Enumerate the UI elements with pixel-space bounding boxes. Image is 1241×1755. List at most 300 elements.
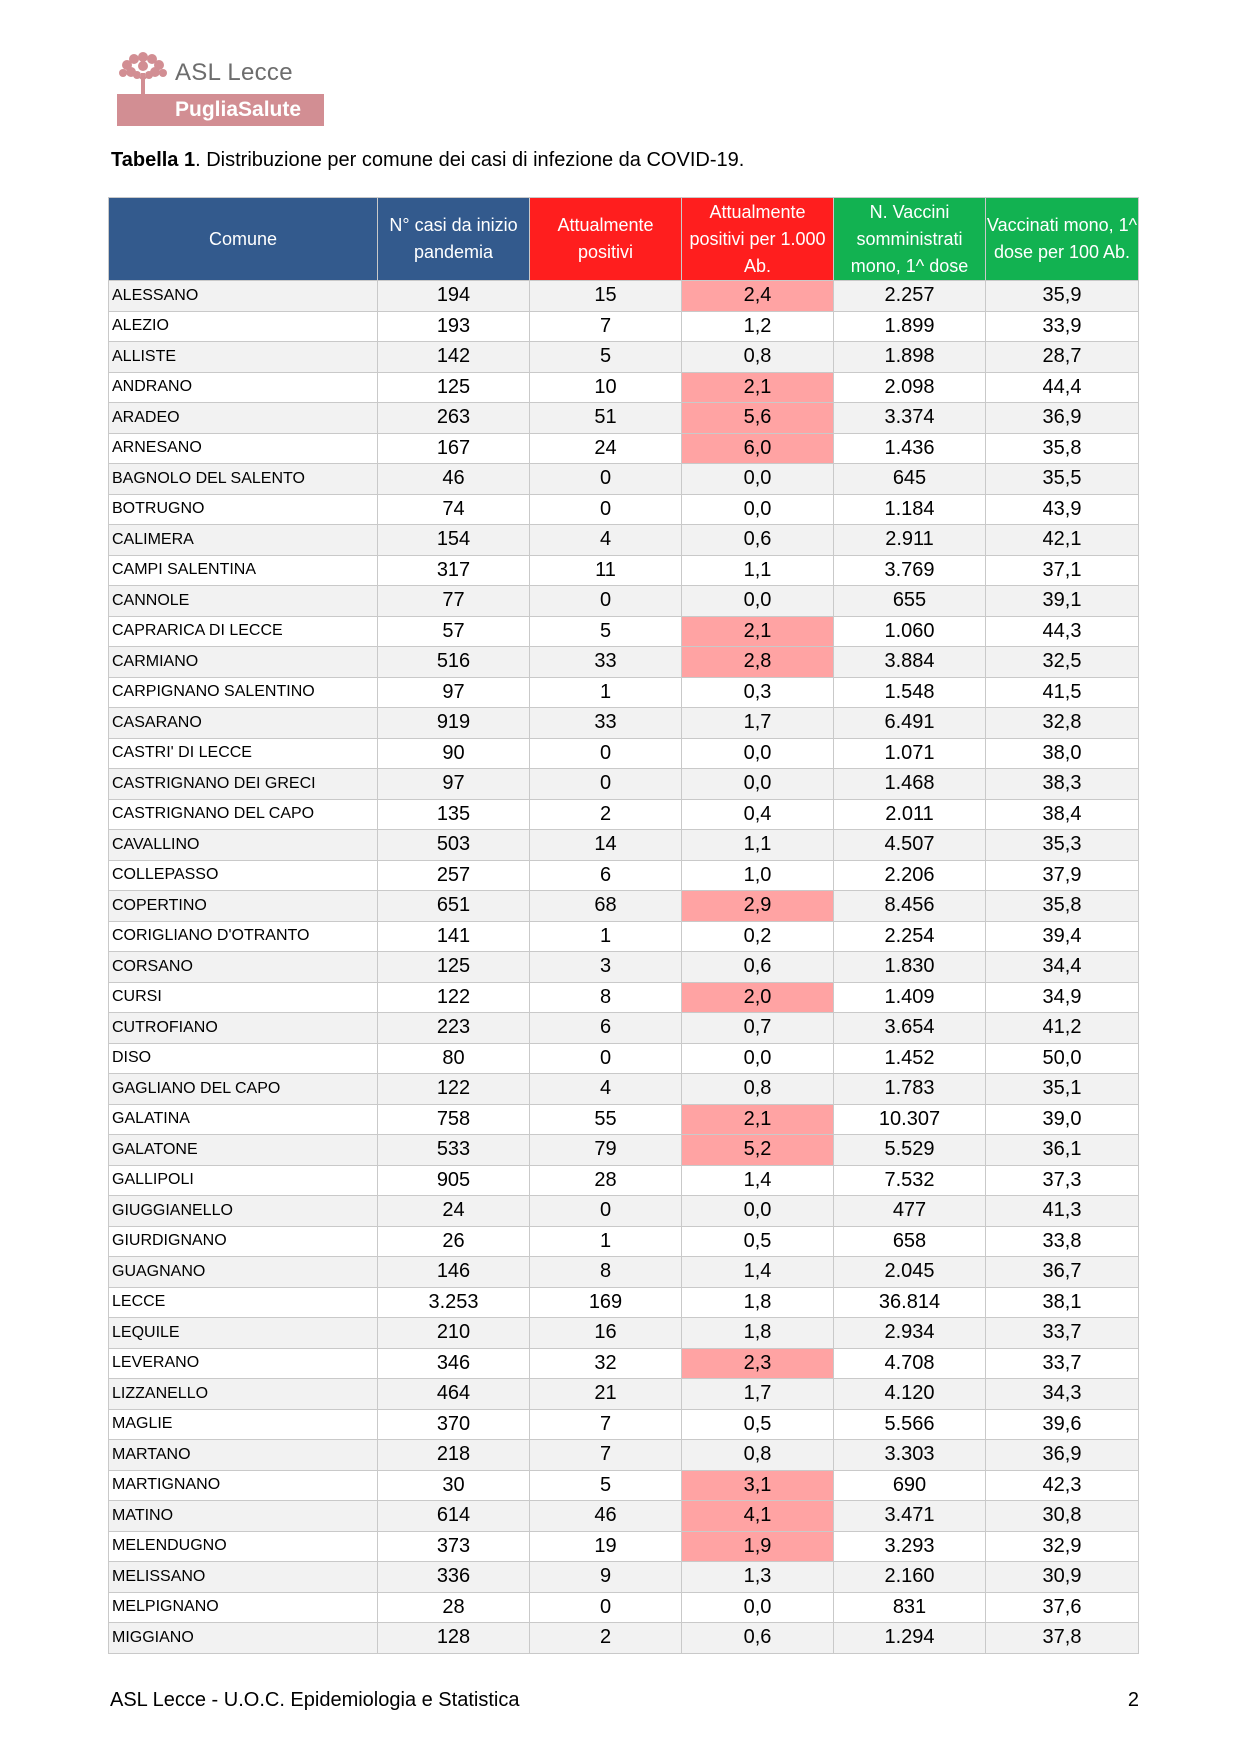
table-row: [109, 281, 1139, 312]
cell-casi: 919: [378, 708, 530, 739]
cell-per1000: 4,1: [682, 1501, 834, 1532]
cell-casi: 905: [378, 1165, 530, 1196]
cell-vaccini: 655: [834, 586, 986, 617]
cell-per100: 41,2: [986, 1013, 1139, 1044]
cell-positivi: 7: [530, 1409, 682, 1440]
cell-casi: 30: [378, 1470, 530, 1501]
cell-per100: 30,8: [986, 1501, 1139, 1532]
cell-comune: LEQUILE: [109, 1318, 378, 1349]
cell-per100: 28,7: [986, 342, 1139, 373]
cell-positivi: 8: [530, 1257, 682, 1288]
cell-casi: 125: [378, 952, 530, 983]
cell-per1000: 1,7: [682, 1379, 834, 1410]
cell-casi: 26: [378, 1226, 530, 1257]
cell-casi: 97: [378, 677, 530, 708]
col-header-positivi-per-1000: Attualmente positivi per 1.000 Ab.: [682, 198, 834, 281]
cell-per100: 35,9: [986, 281, 1139, 312]
cell-comune: GALATINA: [109, 1104, 378, 1135]
cell-comune: MIGGIANO: [109, 1623, 378, 1654]
table-row: [109, 1196, 1139, 1227]
cell-per100: 42,3: [986, 1470, 1139, 1501]
table-row: [109, 311, 1139, 342]
table-row: [109, 830, 1139, 861]
cell-vaccini: 690: [834, 1470, 986, 1501]
cell-per100: 44,3: [986, 616, 1139, 647]
cell-comune: CUTROFIANO: [109, 1013, 378, 1044]
cell-positivi: 21: [530, 1379, 682, 1410]
table-row: [109, 1043, 1139, 1074]
cell-per1000: 1,1: [682, 830, 834, 861]
cell-vaccini: 4.120: [834, 1379, 986, 1410]
cell-positivi: 1: [530, 677, 682, 708]
cell-casi: 210: [378, 1318, 530, 1349]
table-row: [109, 1226, 1139, 1257]
cell-per1000: 0,6: [682, 952, 834, 983]
cell-positivi: 19: [530, 1531, 682, 1562]
cell-vaccini: 5.566: [834, 1409, 986, 1440]
cell-per100: 41,3: [986, 1196, 1139, 1227]
cell-per100: 39,4: [986, 921, 1139, 952]
cell-comune: ARNESANO: [109, 433, 378, 464]
cell-casi: 167: [378, 433, 530, 464]
cell-vaccini: 1.060: [834, 616, 986, 647]
table-row: [109, 1562, 1139, 1593]
cell-per1000: 2,9: [682, 891, 834, 922]
table-row: [109, 982, 1139, 1013]
cell-per1000: 2,3: [682, 1348, 834, 1379]
cell-vaccini: 1.830: [834, 952, 986, 983]
cell-comune: CORIGLIANO D'OTRANTO: [109, 921, 378, 952]
cell-per1000: 2,0: [682, 982, 834, 1013]
table-row: [109, 525, 1139, 556]
col-header-vaccini: N. Vaccini somministrati mono, 1^ dose: [834, 198, 986, 281]
cell-positivi: 0: [530, 738, 682, 769]
cell-comune: CASTRIGNANO DEI GRECI: [109, 769, 378, 800]
cell-vaccini: 5.529: [834, 1135, 986, 1166]
table-row: [109, 1501, 1139, 1532]
cell-vaccini: 1.184: [834, 494, 986, 525]
table-row: [109, 372, 1139, 403]
cell-per100: 36,9: [986, 403, 1139, 434]
cell-positivi: 15: [530, 281, 682, 312]
cell-comune: LIZZANELLO: [109, 1379, 378, 1410]
table-row: [109, 1470, 1139, 1501]
cell-per1000: 1,7: [682, 708, 834, 739]
cell-vaccini: 4.708: [834, 1348, 986, 1379]
cell-comune: COPERTINO: [109, 891, 378, 922]
cell-positivi: 3: [530, 952, 682, 983]
cell-per1000: 0,0: [682, 586, 834, 617]
cell-positivi: 16: [530, 1318, 682, 1349]
cell-per100: 38,3: [986, 769, 1139, 800]
cell-casi: 28: [378, 1592, 530, 1623]
caption-label: Tabella 1: [111, 149, 196, 171]
cell-casi: 57: [378, 616, 530, 647]
cell-comune: GALLIPOLI: [109, 1165, 378, 1196]
cell-casi: 194: [378, 281, 530, 312]
cell-vaccini: 3.884: [834, 647, 986, 678]
cell-per1000: 0,8: [682, 342, 834, 373]
cell-vaccini: 1.071: [834, 738, 986, 769]
cell-per100: 34,4: [986, 952, 1139, 983]
cell-per100: 33,9: [986, 311, 1139, 342]
cell-per100: 37,3: [986, 1165, 1139, 1196]
cell-per100: 39,6: [986, 1409, 1139, 1440]
cell-casi: 614: [378, 1501, 530, 1532]
cell-comune: CAVALLINO: [109, 830, 378, 861]
cell-comune: BOTRUGNO: [109, 494, 378, 525]
cell-per1000: 0,3: [682, 677, 834, 708]
cell-positivi: 9: [530, 1562, 682, 1593]
cell-vaccini: 1.452: [834, 1043, 986, 1074]
cell-per1000: 2,4: [682, 281, 834, 312]
cell-per1000: 2,1: [682, 372, 834, 403]
cell-positivi: 4: [530, 525, 682, 556]
table-row: [109, 891, 1139, 922]
cell-positivi: 0: [530, 494, 682, 525]
cell-per1000: 0,0: [682, 464, 834, 495]
cell-vaccini: 2.257: [834, 281, 986, 312]
cell-per100: 32,5: [986, 647, 1139, 678]
cell-vaccini: 3.471: [834, 1501, 986, 1532]
cell-positivi: 2: [530, 799, 682, 830]
cell-comune: MAGLIE: [109, 1409, 378, 1440]
cell-positivi: 7: [530, 1440, 682, 1471]
cell-casi: 122: [378, 1074, 530, 1105]
col-header-positivi: Attualmente positivi: [530, 198, 682, 281]
cell-per1000: 2,1: [682, 616, 834, 647]
cell-vaccini: 3.769: [834, 555, 986, 586]
cell-casi: 263: [378, 403, 530, 434]
cell-casi: 24: [378, 1196, 530, 1227]
cell-vaccini: 477: [834, 1196, 986, 1227]
table-row: [109, 1165, 1139, 1196]
table-row: [109, 1287, 1139, 1318]
cell-casi: 223: [378, 1013, 530, 1044]
cell-vaccini: 2.160: [834, 1562, 986, 1593]
cell-positivi: 7: [530, 311, 682, 342]
cell-comune: DISO: [109, 1043, 378, 1074]
cell-casi: 218: [378, 1440, 530, 1471]
cell-comune: CAPRARICA DI LECCE: [109, 616, 378, 647]
cell-positivi: 169: [530, 1287, 682, 1318]
cell-comune: CANNOLE: [109, 586, 378, 617]
cell-positivi: 55: [530, 1104, 682, 1135]
cell-vaccini: 1.294: [834, 1623, 986, 1654]
cell-casi: 758: [378, 1104, 530, 1135]
cell-comune: CASTRIGNANO DEL CAPO: [109, 799, 378, 830]
cell-casi: 141: [378, 921, 530, 952]
cell-comune: MARTANO: [109, 1440, 378, 1471]
cell-casi: 125: [378, 372, 530, 403]
cell-per1000: 0,8: [682, 1440, 834, 1471]
cell-comune: CASARANO: [109, 708, 378, 739]
table-row: [109, 1013, 1139, 1044]
cell-per100: 35,8: [986, 891, 1139, 922]
table-row: [109, 921, 1139, 952]
cell-per100: 36,9: [986, 1440, 1139, 1471]
cell-comune: ALEZIO: [109, 311, 378, 342]
table-row: [109, 1348, 1139, 1379]
table-row: [109, 342, 1139, 373]
table-row: [109, 433, 1139, 464]
cell-positivi: 0: [530, 1043, 682, 1074]
table-row: [109, 1592, 1139, 1623]
cell-per1000: 5,2: [682, 1135, 834, 1166]
table-row: [109, 1409, 1139, 1440]
cell-per1000: 0,0: [682, 1592, 834, 1623]
covid-cases-table: [108, 197, 1139, 1654]
cell-comune: CASTRI' DI LECCE: [109, 738, 378, 769]
cell-per100: 44,4: [986, 372, 1139, 403]
cell-vaccini: 2.098: [834, 372, 986, 403]
cell-per1000: 1,8: [682, 1287, 834, 1318]
cell-vaccini: 1.409: [834, 982, 986, 1013]
cell-positivi: 0: [530, 1196, 682, 1227]
cell-casi: 122: [378, 982, 530, 1013]
cell-per100: 32,8: [986, 708, 1139, 739]
table-row: [109, 677, 1139, 708]
cell-positivi: 24: [530, 433, 682, 464]
cell-vaccini: 1.899: [834, 311, 986, 342]
table-row: [109, 1440, 1139, 1471]
cell-casi: 90: [378, 738, 530, 769]
cell-per100: 35,1: [986, 1074, 1139, 1105]
cell-positivi: 4: [530, 1074, 682, 1105]
cell-casi: 373: [378, 1531, 530, 1562]
cell-casi: 128: [378, 1623, 530, 1654]
cell-per100: 36,7: [986, 1257, 1139, 1288]
cell-casi: 651: [378, 891, 530, 922]
cell-per1000: 1,0: [682, 860, 834, 891]
cell-per100: 35,8: [986, 433, 1139, 464]
table-row: [109, 586, 1139, 617]
table-row: [109, 1623, 1139, 1654]
cell-casi: 3.253: [378, 1287, 530, 1318]
cell-positivi: 32: [530, 1348, 682, 1379]
cell-casi: 257: [378, 860, 530, 891]
cell-per100: 34,9: [986, 982, 1139, 1013]
logo-tagline: PugliaSalute: [175, 98, 302, 121]
cell-per1000: 1,9: [682, 1531, 834, 1562]
cell-positivi: 5: [530, 616, 682, 647]
col-header-casi: N° casi da inizio pandemia: [378, 198, 530, 281]
cell-comune: MARTIGNANO: [109, 1470, 378, 1501]
cell-casi: 317: [378, 555, 530, 586]
cell-vaccini: 4.507: [834, 830, 986, 861]
cell-vaccini: 1.783: [834, 1074, 986, 1105]
cell-positivi: 14: [530, 830, 682, 861]
cell-comune: ALLISTE: [109, 342, 378, 373]
cell-per100: 50,0: [986, 1043, 1139, 1074]
cell-comune: ARADEO: [109, 403, 378, 434]
cell-per1000: 1,3: [682, 1562, 834, 1593]
cell-per1000: 1,2: [682, 311, 834, 342]
cell-positivi: 0: [530, 586, 682, 617]
cell-per100: 34,3: [986, 1379, 1139, 1410]
cell-positivi: 0: [530, 1592, 682, 1623]
cell-per100: 35,3: [986, 830, 1139, 861]
table-row: [109, 403, 1139, 434]
cell-per100: 37,9: [986, 860, 1139, 891]
cell-casi: 346: [378, 1348, 530, 1379]
cell-comune: MELISSANO: [109, 1562, 378, 1593]
cell-positivi: 6: [530, 1013, 682, 1044]
cell-casi: 464: [378, 1379, 530, 1410]
cell-positivi: 1: [530, 1226, 682, 1257]
cell-vaccini: 2.045: [834, 1257, 986, 1288]
cell-per1000: 0,0: [682, 738, 834, 769]
cell-per1000: 0,7: [682, 1013, 834, 1044]
cell-casi: 503: [378, 830, 530, 861]
page-number: 2: [1127, 1689, 1139, 1711]
cell-positivi: 51: [530, 403, 682, 434]
cell-per100: 39,0: [986, 1104, 1139, 1135]
cell-casi: 516: [378, 647, 530, 678]
table-row: [109, 616, 1139, 647]
cell-positivi: 79: [530, 1135, 682, 1166]
cell-per100: 42,1: [986, 525, 1139, 556]
cell-positivi: 8: [530, 982, 682, 1013]
cell-vaccini: 831: [834, 1592, 986, 1623]
cell-per1000: 0,8: [682, 1074, 834, 1105]
table-row: [109, 769, 1139, 800]
cell-per100: 33,8: [986, 1226, 1139, 1257]
cell-positivi: 1: [530, 921, 682, 952]
cell-vaccini: 645: [834, 464, 986, 495]
cell-casi: 370: [378, 1409, 530, 1440]
cell-vaccini: 3.303: [834, 1440, 986, 1471]
table-body: [109, 281, 1139, 1654]
cell-per1000: 0,5: [682, 1409, 834, 1440]
cell-casi: 46: [378, 464, 530, 495]
cell-vaccini: 2.011: [834, 799, 986, 830]
cell-positivi: 2: [530, 1623, 682, 1654]
cell-per1000: 0,5: [682, 1226, 834, 1257]
cell-per1000: 2,1: [682, 1104, 834, 1135]
footer-text: ASL Lecce - U.O.C. Epidemiologia e Statistica: [110, 1689, 520, 1711]
cell-casi: 135: [378, 799, 530, 830]
cell-per100: 41,5: [986, 677, 1139, 708]
cell-vaccini: 1.898: [834, 342, 986, 373]
cell-per100: 33,7: [986, 1318, 1139, 1349]
table-row: [109, 1379, 1139, 1410]
cell-comune: GUAGNANO: [109, 1257, 378, 1288]
cell-per100: 39,1: [986, 586, 1139, 617]
cell-per100: 33,7: [986, 1348, 1139, 1379]
cell-comune: LECCE: [109, 1287, 378, 1318]
cell-casi: 533: [378, 1135, 530, 1166]
cell-comune: BAGNOLO DEL SALENTO: [109, 464, 378, 495]
cell-vaccini: 658: [834, 1226, 986, 1257]
table-row: [109, 464, 1139, 495]
cell-positivi: 6: [530, 860, 682, 891]
table-row: [109, 1104, 1139, 1135]
table-row: [109, 952, 1139, 983]
cell-per1000: 6,0: [682, 433, 834, 464]
cell-vaccini: 1.468: [834, 769, 986, 800]
table-row: [109, 860, 1139, 891]
table-header-row: [109, 198, 1139, 281]
caption-text: . Distribuzione per comune dei casi di infezione da COVID-19.: [195, 149, 745, 171]
cell-comune: MATINO: [109, 1501, 378, 1532]
table-row: [109, 1318, 1139, 1349]
cell-comune: CARMIANO: [109, 647, 378, 678]
cell-comune: CAMPI SALENTINA: [109, 555, 378, 586]
table-row: [109, 1135, 1139, 1166]
cell-comune: CARPIGNANO SALENTINO: [109, 677, 378, 708]
cell-comune: ALESSANO: [109, 281, 378, 312]
cell-positivi: 0: [530, 464, 682, 495]
cell-per1000: 0,0: [682, 1196, 834, 1227]
cell-vaccini: 7.532: [834, 1165, 986, 1196]
table-row: [109, 738, 1139, 769]
cell-casi: 154: [378, 525, 530, 556]
col-header-vaccinati-per-100: Vaccinati mono, 1^ dose per 100 Ab.: [986, 198, 1139, 281]
cell-casi: 97: [378, 769, 530, 800]
cell-positivi: 11: [530, 555, 682, 586]
cell-per1000: 1,8: [682, 1318, 834, 1349]
cell-per100: 38,0: [986, 738, 1139, 769]
cell-vaccini: 2.934: [834, 1318, 986, 1349]
col-header-comune: Comune: [109, 198, 378, 281]
cell-positivi: 46: [530, 1501, 682, 1532]
cell-per1000: 1,1: [682, 555, 834, 586]
table-row: [109, 1257, 1139, 1288]
cell-casi: 336: [378, 1562, 530, 1593]
cell-per100: 38,1: [986, 1287, 1139, 1318]
cell-per1000: 0,0: [682, 769, 834, 800]
table-row: [109, 1531, 1139, 1562]
cell-vaccini: 6.491: [834, 708, 986, 739]
table-row: [109, 708, 1139, 739]
cell-vaccini: 1.548: [834, 677, 986, 708]
cell-comune: GAGLIANO DEL CAPO: [109, 1074, 378, 1105]
cell-per100: 38,4: [986, 799, 1139, 830]
asl-lecce-logo: [117, 51, 324, 126]
cell-positivi: 68: [530, 891, 682, 922]
cell-casi: 80: [378, 1043, 530, 1074]
cell-per1000: 0,0: [682, 1043, 834, 1074]
table-caption: [111, 149, 744, 172]
cell-positivi: 33: [530, 647, 682, 678]
cell-vaccini: 2.254: [834, 921, 986, 952]
cell-vaccini: 3.374: [834, 403, 986, 434]
cell-per1000: 0,6: [682, 525, 834, 556]
cell-comune: GIURDIGNANO: [109, 1226, 378, 1257]
table-row: [109, 555, 1139, 586]
cell-per1000: 1,4: [682, 1257, 834, 1288]
cell-per1000: 0,2: [682, 921, 834, 952]
cell-positivi: 33: [530, 708, 682, 739]
logo-name: ASL Lecce: [175, 59, 293, 86]
cell-per1000: 0,0: [682, 494, 834, 525]
cell-per100: 36,1: [986, 1135, 1139, 1166]
cell-comune: MELENDUGNO: [109, 1531, 378, 1562]
cell-per1000: 0,4: [682, 799, 834, 830]
logo-tagline-band: [117, 94, 324, 126]
cell-per1000: 0,6: [682, 1623, 834, 1654]
cell-positivi: 28: [530, 1165, 682, 1196]
cell-vaccini: 2.206: [834, 860, 986, 891]
cell-comune: CURSI: [109, 982, 378, 1013]
table-row: [109, 1074, 1139, 1105]
cell-vaccini: 3.293: [834, 1531, 986, 1562]
cell-vaccini: 3.654: [834, 1013, 986, 1044]
cell-comune: COLLEPASSO: [109, 860, 378, 891]
table-row: [109, 494, 1139, 525]
cell-vaccini: 1.436: [834, 433, 986, 464]
